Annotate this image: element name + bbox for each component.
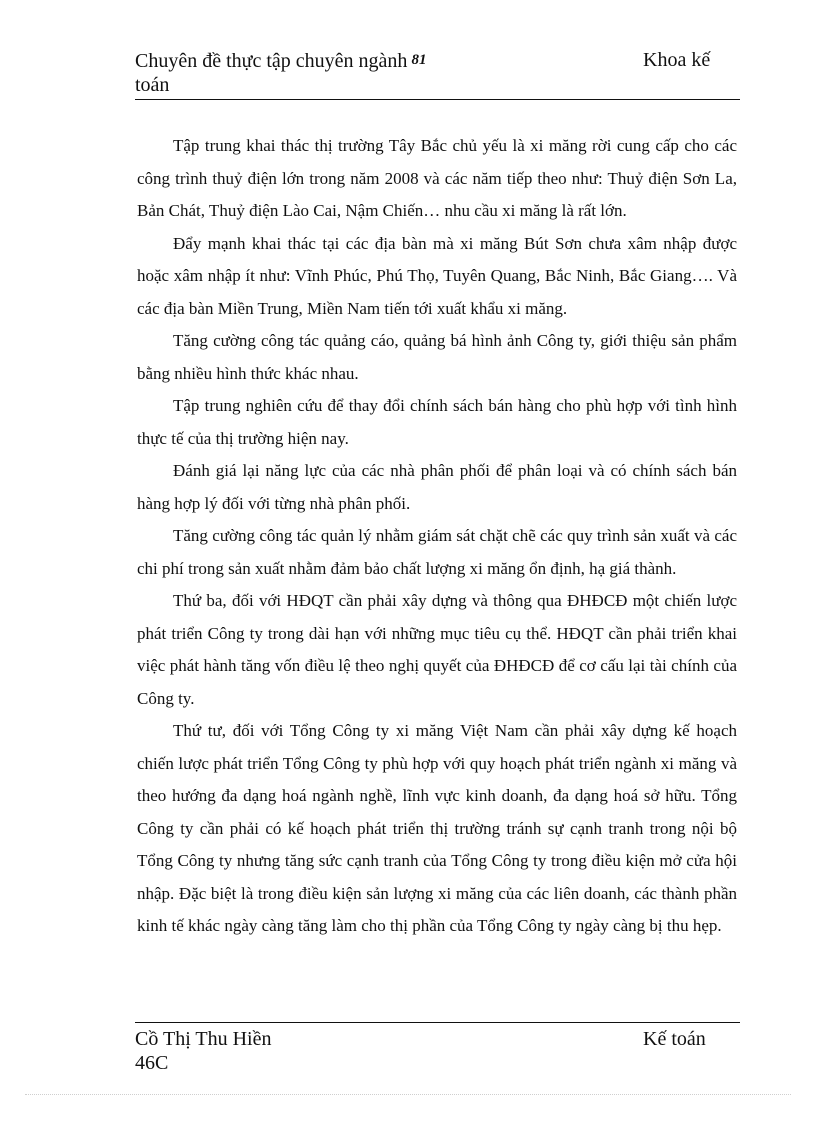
page-bottom-border bbox=[25, 1094, 791, 1095]
paragraph: Đẩy mạnh khai thác tại các địa bàn mà xi măng Bút Sơn chưa xâm nhập được hoặc xâm nhập ít như: Vĩnh Phúc, Phú Thọ, Tuyên Quang, Bắc Ninh, Bắc Giang…. Và các địa bàn Miền Trung, Miền Nam tiến tới xuất khẩu xi măng. bbox=[137, 233, 737, 318]
header-title-line1: Chuyên đề thực tập chuyên ngành bbox=[135, 50, 408, 72]
footer-major: Kế toán bbox=[643, 1028, 706, 1050]
paragraph: Tăng cường công tác quản lý nhằm giám sát chặt chẽ các quy trình sản xuất và các chi phí trong sản xuất nhằm đảm bảo chất lượng xi măng ổn định, hạ giá thành. bbox=[137, 526, 737, 578]
footer-author-block bbox=[135, 1027, 271, 1075]
header-department: Khoa kế bbox=[643, 49, 711, 71]
document-body bbox=[137, 130, 737, 943]
paragraph: Thứ ba, đối với HĐQT cần phải xây dựng và thông qua ĐHĐCĐ một chiến lược phát triển Công ty trong dài hạn với những mục tiêu cụ thể. HĐQT cần phải triển khai việc phát hành tăng vốn điều lệ theo nghị quyết của ĐHĐCĐ để cơ cấu lại tài chính của Công ty. bbox=[137, 591, 737, 708]
paragraph: Tập trung khai thác thị trường Tây Bắc chủ yếu là xi măng rời cung cấp cho các công trình thuỷ điện lớn trong năm 2008 và các năm tiếp theo như: Thuỷ điện Sơn La, Bản Chát, Thuỷ điện Lào Cai, Nậm Chiến… nhu cầu xi măng là rất lớn. bbox=[137, 136, 737, 220]
paragraph: Tăng cường công tác quảng cáo, quảng bá hình ảnh Công ty, giới thiệu sản phẩm bằng nhiều hình thức khác nhau. bbox=[137, 331, 737, 383]
paragraph: Đánh giá lại năng lực của các nhà phân phối để phân loại và có chính sách bán hàng hợp lý đối với từng nhà phân phối. bbox=[137, 461, 737, 513]
page-number: 81 bbox=[411, 52, 427, 68]
footer-class-code: 46C bbox=[135, 1052, 169, 1074]
header-title bbox=[135, 48, 465, 97]
footer-author: Cồ Thị Thu Hiền bbox=[135, 1028, 272, 1050]
paragraph: Thứ tư, đối với Tổng Công ty xi măng Việt Nam cần phải xây dựng kế hoạch chiến lược phát triển Tổng Công ty phù hợp với quy hoạch phát triển ngành xi măng và theo hướng đa dạng hoá ngành nghề, lĩnh vực kinh doanh, đa dạng hoá sở hữu. Tổng Công ty cần phải có kế hoạch phát triển thị trường tránh sự cạnh tranh trong nội bộ Tổng Công ty nhưng tăng sức cạnh tranh của Tổng Công ty trong điều kiện mở cửa hội nhập. Đặc biệt là trong điều kiện sản lượng xi măng của các liên doanh, các thành phần kinh tế khác ngày càng tăng làm cho thị phần của Tổng Công ty ngày càng bị thu hẹp. bbox=[137, 721, 737, 935]
footer-divider bbox=[135, 1022, 740, 1023]
header-title-line2: toán bbox=[135, 74, 170, 96]
paragraph: Tập trung nghiên cứu để thay đổi chính sách bán hàng cho phù hợp với tình hình thực tế của thị trường hiện nay. bbox=[137, 396, 737, 448]
header-divider bbox=[135, 99, 740, 100]
